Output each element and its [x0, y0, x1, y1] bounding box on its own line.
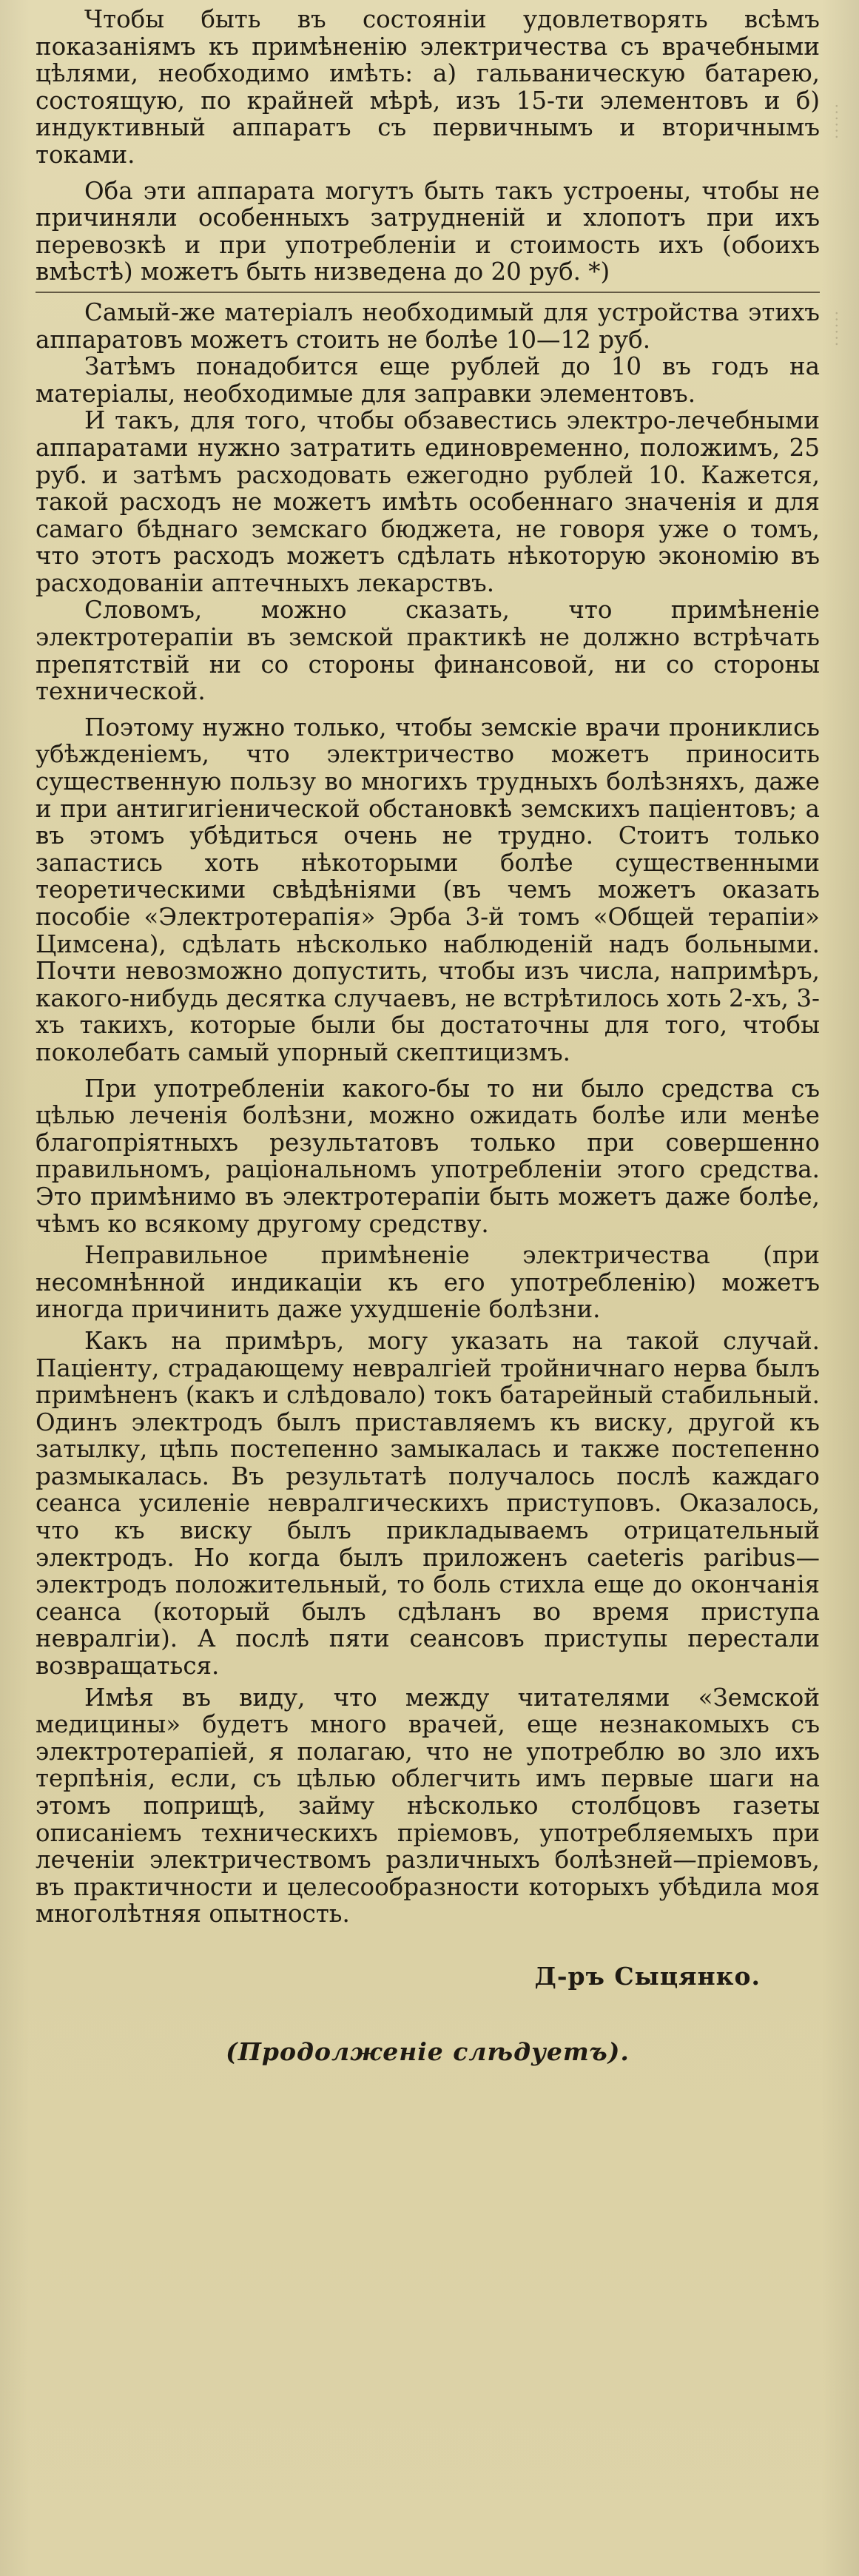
paragraph-3: Самый-же матерiалъ необходимый для устройства этихъ аппаратовъ можетъ стоить не болѣе 10—12 руб. [36, 297, 820, 354]
paragraph-2: Оба эти аппарата могутъ быть такъ устроены, чтобы не причиняли особенныхъ затрудненiй и хлопотъ при ихъ перевозкѣ и при употребленiи и стоимость ихъ (обоихъ вмѣстѣ) можетъ быть низведена до 20 руб. *) [36, 176, 820, 286]
continued-note: (Продолженiе слѣдуетъ). [226, 2037, 630, 2066]
section-divider [36, 292, 820, 293]
paragraph-4: Затѣмъ понадобится еще рублей до 10 въ годъ на матерiалы, необходимые для заправки элементовъ. [36, 352, 820, 408]
paragraph-9: Неправильное примѣненiе электричества (при несомнѣнной индикацiи къ его употребленiю) можетъ иногда причинить даже ухудшенiе болѣзни. [36, 1241, 820, 1324]
paragraph-6: Словомъ, можно сказать, что примѣненiе электротерапiи въ земской практикѣ не должно встрѣчать препятствiй ни со стороны финансовой, ни со стороны технической. [36, 596, 820, 706]
show-through-text-2: ······ [828, 311, 846, 349]
paragraph-7: Поэтому нужно только, чтобы земскiе врачи прониклись убѣжденiемъ, что электричество можетъ приносить существенную пользу во многихъ трудныхъ болѣзняхъ, даже и при антигигiенической обстановкѣ земскихъ пацiентовъ; а въ этомъ убѣдиться очень не трудно. Стоитъ только запастись хоть нѣкоторыми болѣе существенными теоретическими свѣдѣнiями (въ чемъ можетъ оказать пособiе «Электротерапiя» Эрба 3-й томъ «Общей терапiи» Цимсена), сдѣлать нѣсколько наблюденiй надъ больными. Почти невозможно допустить, чтобы изъ числа, напримѣръ, какого-нибудь десятка случаевъ, не встрѣтилось хоть 2-хъ, 3-хъ такихъ, которые были бы достаточны для того, чтобы поколебать самый упорный скептицизмъ. [36, 713, 820, 1066]
paragraph-1: Чтобы быть въ состоянiи удовлетворять всѣмъ показанiямъ къ примѣненiю электричества съ врачебными цѣлями, необходимо имѣть: а) гальваническую батарею, состоящую, по крайней мѣрѣ, изъ 15-ти элементовъ и б) индуктивный аппаратъ съ первичнымъ и вторичнымъ токами. [36, 5, 820, 169]
paragraph-11: Имѣя въ виду, что между читателями «Земской медицины» будетъ много врачей, еще незнакомыхъ съ электротерапiей, я полагаю, что не употреблю во зло ихъ терпѣнiя, если, съ цѣлью облегчить имъ первые шаги на этомъ поприщѣ, займу нѣсколько столбцовъ газеты описанiемъ техническихъ прiемовъ, употребляемыхъ при леченiи электричествомъ различныхъ болѣзней—прiемовъ, въ практичности и целесообразности которыхъ убѣдила моя многолѣтняя опытность. [36, 1683, 820, 1928]
author-signature: Д-ръ Сыцянко. [534, 1961, 761, 1991]
article-column [36, 6, 820, 2067]
paragraph-8: При употребленiи какого-бы то ни было средства съ цѣлью леченiя болѣзни, можно ожидать болѣе или менѣе благопрiятныхъ результатовъ только при совершенно правильномъ, рацiональномъ употребленiи этого средства. Это примѣнимо въ электротерапiи быть можетъ даже болѣе, чѣмъ ко всякому другому средству. [36, 1074, 820, 1238]
paragraph-5: И такъ, для того, чтобы обзавестись электро-лечебными аппаратами нужно затратить единовременно, положимъ, 25 руб. и затѣмъ расходовать ежегодно рублей 10. Кажется, такой расходъ не можетъ имѣть особеннаго значенiя и для самаго бѣднаго земскаго бюджета, не говоря уже о томъ, что этотъ расходъ можетъ сдѣлать нѣкоторую экономiю въ расходованiи аптечныхъ лекарствъ. [36, 406, 820, 597]
show-through-text-1: ······ [828, 104, 846, 141]
paragraph-10: Какъ на примѣръ, могу указать на такой случай. Пацiенту, страдающему невралгiей тройничнаго нерва былъ примѣненъ (какъ и слѣдовало) токъ батарейный стабильный. Одинъ электродъ былъ приставляемъ къ виску, другой къ затылку, цѣпь постепенно замыкалась и также постепенно размыкалась. Въ результатѣ получалось послѣ каждаго сеанса усиленiе невралгическихъ приступовъ. Оказалось, что къ виску былъ прикладываемъ отрицательный электродъ. Но когда былъ приложенъ caeteris paribus—электродъ положительный, то боль стихла еще до окончанiя сеанса (который былъ сдѣланъ во время приступа невралгiи). А послѣ пяти сеансовъ приступы перестали возвращаться. [36, 1326, 820, 1681]
